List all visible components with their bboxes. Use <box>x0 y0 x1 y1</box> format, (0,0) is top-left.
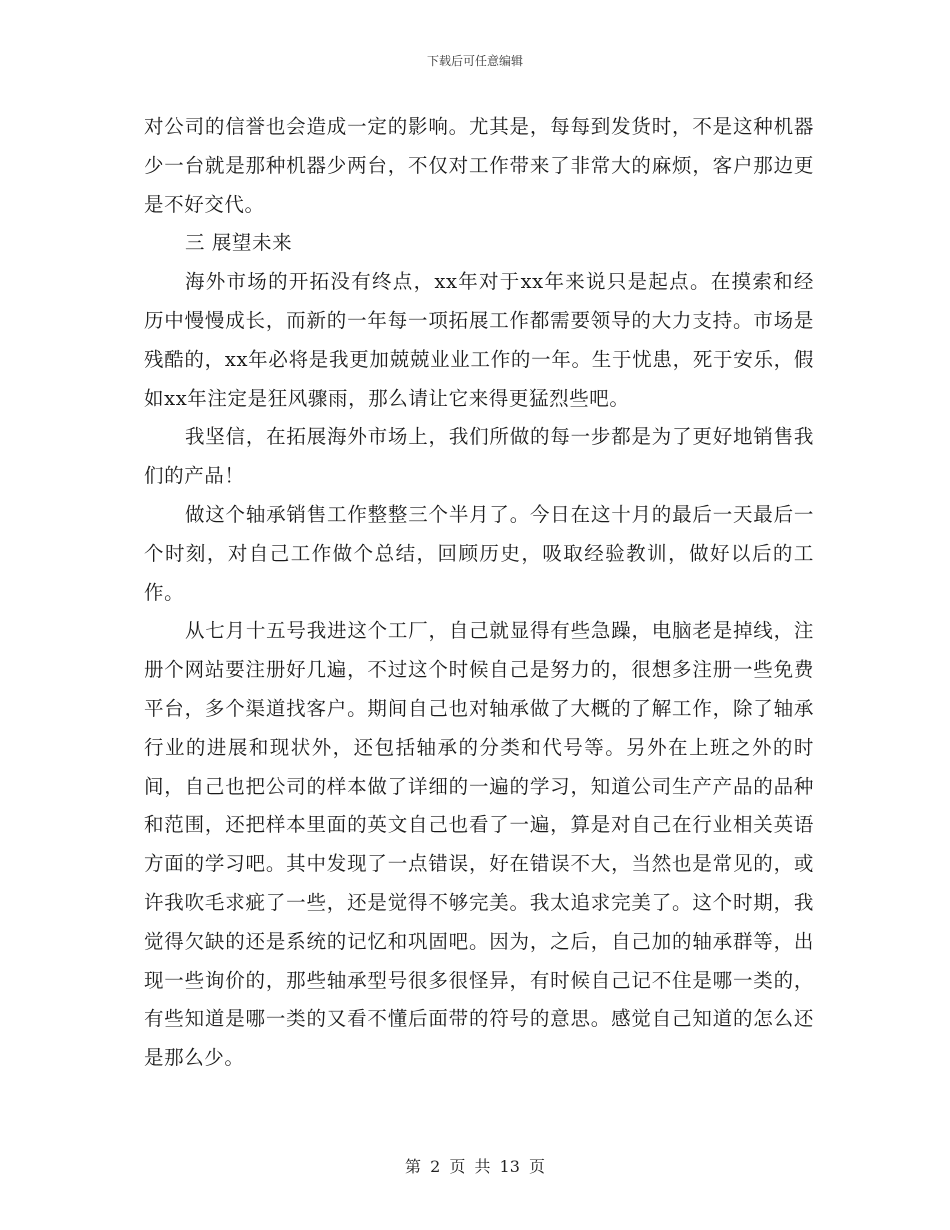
paragraph: 从七月十五号我进这个工厂，自己就显得有些急躁，电脑老是掉线，注册个网站要注册好几遍，不过这个时候自己是努力的，很想多注册一些免费平台，多个渠道找客户。期间自己也对轴承做了大概的了解工作，除了轴承行业的进展和现状外，还包括轴承的分类和代号等。另外在上班之外的时间，自己也把公司的样本做了详细的一遍的学习，知道公司生产产品的品种和范围，还把样本里面的英文自己也看了一遍，算是对自己在行业相关英语方面的学习吧。其中发现了一点错误，好在错误不大，当然也是常见的，或许我吹毛求疵了一些，还是觉得不够完美。我太追求完美了。这个时期，我觉得欠缺的还是系统的记忆和巩固吧。因为，之后，自己加的轴承群等，出现一些询价的，那些轴承型号很多很怪异，有时候自己记不住是哪一类的，有些知道是哪一类的又看不懂后面带的符号的意思。感觉自己知道的怎么还是那么少。 <box>144 619 814 1070</box>
section-heading: 三 展望未来 <box>184 231 293 255</box>
page-footer: 第 2 页 共 13 页 <box>405 1157 545 1176</box>
paragraph: 做这个轴承销售工作整整三个半月了。今日在这十月的最后一天最后一个时刻，对自己工作做个总结，回顾历史，吸取经验教训，做好以后的工作。 <box>144 502 814 604</box>
page-header: 下载后可任意编辑 <box>426 54 523 68</box>
paragraph: 海外市场的开拓没有终点，xx年对于xx年来说只是起点。在摸索和经历中慢慢成长，而新的一年每一项拓展工作都需要领导的大力支持。市场是残酷的，xx年必将是我更加兢兢业业工作的一年。生于忧患，死于安乐，假如xx年注定是狂风骤雨，那么请让它来得更猛烈些吧。 <box>144 270 814 410</box>
paragraph: 我坚信，在拓展海外市场上，我们所做的每一步都是为了更好地销售我们的产品！ <box>144 425 814 488</box>
paragraph-continuation: 对公司的信誉也会造成一定的影响。尤其是，每每到发货时，不是这种机器少一台就是那种机器少两台，不仅对工作带来了非常大的麻烦，客户那边更是不好交代。 <box>144 115 814 216</box>
body-text <box>144 108 814 1078</box>
